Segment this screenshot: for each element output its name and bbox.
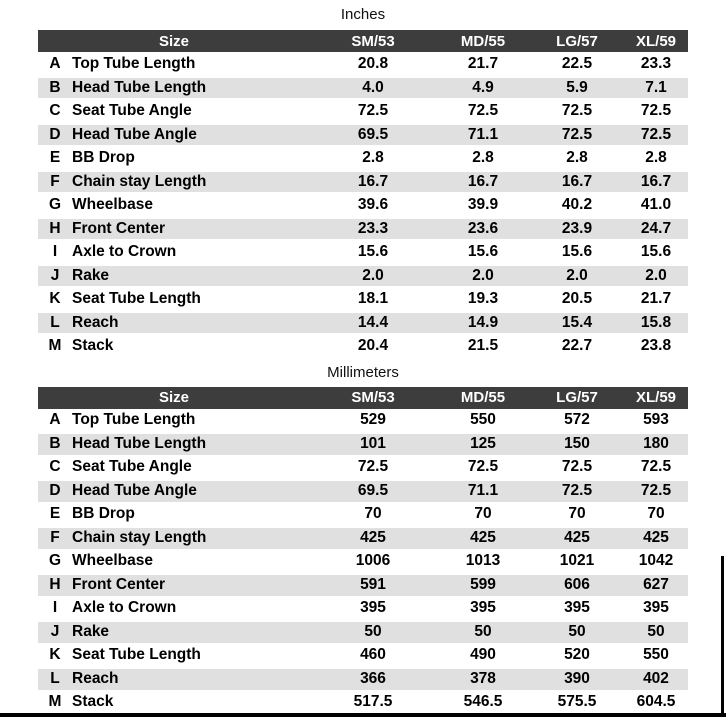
geometry-table-inches	[38, 30, 688, 358]
table-row	[38, 287, 688, 311]
row-value: 16.7	[467, 172, 499, 190]
table-row	[38, 264, 688, 288]
row-value: 69.5	[357, 125, 389, 143]
row-value: 546.5	[463, 693, 503, 711]
row-value: 7.1	[645, 78, 667, 96]
row-value: 1021	[559, 552, 595, 570]
row-letter: H	[49, 219, 61, 237]
row-letter: I	[52, 599, 58, 617]
row-label: Stack	[72, 336, 114, 354]
row-value: 425	[360, 529, 386, 547]
column-header-md55: MD/55	[460, 32, 506, 50]
row-value: 572	[564, 411, 590, 429]
row-value: 425	[564, 529, 590, 547]
row-value: 125	[470, 435, 496, 453]
table-row	[38, 503, 688, 527]
table-row	[38, 146, 688, 170]
row-letter: F	[50, 529, 60, 547]
row-value: 20.8	[357, 54, 389, 72]
table-section-inches	[0, 0, 726, 358]
row-value: 2.0	[362, 266, 384, 284]
row-value: 378	[470, 670, 496, 688]
row-value: 23.3	[357, 219, 389, 237]
table-row	[38, 526, 688, 550]
row-value: 20.5	[561, 289, 593, 307]
row-value: 23.8	[640, 336, 672, 354]
row-value: 72.5	[357, 101, 389, 119]
row-value: 575.5	[557, 693, 597, 711]
column-header-size: Size	[158, 32, 189, 50]
row-label: BB Drop	[72, 505, 135, 523]
row-letter: J	[50, 623, 60, 641]
row-letter: B	[49, 78, 61, 96]
row-value: 15.4	[561, 313, 593, 331]
row-value: 402	[643, 670, 669, 688]
table-section-millimeters	[0, 358, 726, 715]
row-letter: D	[49, 125, 61, 143]
row-value: 70	[364, 505, 382, 523]
row-label: Axle to Crown	[72, 599, 177, 617]
row-label: Seat Tube Angle	[72, 458, 192, 476]
row-value: 71.1	[467, 482, 499, 500]
row-value: 70	[474, 505, 492, 523]
table-row	[38, 644, 688, 668]
row-value: 23.3	[640, 54, 672, 72]
table-body	[38, 409, 688, 715]
row-letter: L	[50, 313, 60, 331]
row-label: Stack	[72, 693, 114, 711]
row-letter: I	[52, 242, 58, 260]
row-label: Chain stay Length	[72, 529, 207, 547]
row-letter: E	[49, 505, 61, 523]
row-value: 460	[360, 646, 386, 664]
row-value: 2.8	[472, 148, 494, 166]
column-header-sm53: SM/53	[351, 32, 395, 50]
row-value: 395	[564, 599, 590, 617]
row-value: 4.0	[362, 78, 384, 96]
row-value: 2.0	[472, 266, 494, 284]
unit-title-millimeters: Millimeters	[327, 363, 399, 381]
row-value: 21.5	[467, 336, 499, 354]
row-value: 50	[568, 623, 586, 641]
row-label: Wheelbase	[72, 195, 153, 213]
geometry-table-millimeters	[38, 387, 688, 715]
row-value: 22.5	[561, 54, 593, 72]
row-letter: J	[50, 266, 60, 284]
row-label: Wheelbase	[72, 552, 153, 570]
right-border-line	[721, 556, 724, 717]
row-letter: K	[49, 289, 61, 307]
row-value: 490	[470, 646, 496, 664]
row-label: Seat Tube Length	[72, 289, 201, 307]
row-label: Rake	[72, 623, 110, 641]
row-value: 5.9	[566, 78, 588, 96]
row-value: 50	[364, 623, 382, 641]
row-value: 72.5	[640, 125, 672, 143]
table-row	[38, 620, 688, 644]
row-label: Top Tube Length	[72, 411, 196, 429]
row-label: Front Center	[72, 219, 165, 237]
row-label: Reach	[72, 670, 119, 688]
row-value: 395	[470, 599, 496, 617]
row-label: Seat Tube Angle	[72, 101, 192, 119]
row-value: 550	[470, 411, 496, 429]
row-value: 50	[647, 623, 665, 641]
column-header-lg57: LG/57	[556, 389, 598, 406]
table-row	[38, 217, 688, 241]
table-row	[38, 52, 688, 76]
table-row	[38, 479, 688, 503]
table-row	[38, 597, 688, 621]
row-letter: E	[49, 148, 61, 166]
row-letter: A	[49, 411, 61, 429]
row-value: 20.4	[357, 336, 389, 354]
row-value: 22.7	[561, 336, 593, 354]
column-header-md55: MD/55	[460, 389, 506, 406]
row-label: Seat Tube Length	[72, 646, 201, 664]
row-value: 366	[360, 670, 386, 688]
table-row	[38, 667, 688, 691]
row-value: 2.8	[362, 148, 384, 166]
row-value: 18.1	[357, 289, 389, 307]
row-value: 41.0	[640, 195, 672, 213]
row-value: 15.6	[640, 242, 672, 260]
row-label: Head Tube Length	[72, 435, 207, 453]
row-value: 627	[643, 576, 669, 594]
row-label: Axle to Crown	[72, 242, 177, 260]
row-value: 2.8	[566, 148, 588, 166]
row-value: 39.6	[357, 195, 389, 213]
row-value: 72.5	[561, 101, 593, 119]
row-value: 50	[474, 623, 492, 641]
table-row	[38, 550, 688, 574]
table-row	[38, 170, 688, 194]
row-value: 1013	[465, 552, 501, 570]
row-value: 606	[564, 576, 590, 594]
row-letter: A	[49, 54, 61, 72]
table-row	[38, 76, 688, 100]
row-letter: M	[48, 336, 62, 354]
row-value: 2.0	[566, 266, 588, 284]
row-value: 390	[564, 670, 590, 688]
row-value: 72.5	[561, 458, 593, 476]
row-value: 21.7	[640, 289, 672, 307]
row-value: 72.5	[467, 458, 499, 476]
table-row	[38, 456, 688, 480]
row-value: 21.7	[467, 54, 499, 72]
row-value: 529	[360, 411, 386, 429]
row-value: 23.6	[467, 219, 499, 237]
row-value: 604.5	[636, 693, 676, 711]
row-letter: D	[49, 482, 61, 500]
table-row	[38, 99, 688, 123]
row-value: 2.0	[645, 266, 667, 284]
row-value: 15.8	[640, 313, 672, 331]
row-value: 69.5	[357, 482, 389, 500]
row-value: 425	[470, 529, 496, 547]
row-value: 14.9	[467, 313, 499, 331]
row-value: 1042	[638, 552, 674, 570]
row-value: 70	[568, 505, 586, 523]
table-row	[38, 240, 688, 264]
table-header-row	[38, 387, 688, 409]
row-value: 180	[643, 435, 669, 453]
row-value: 23.9	[561, 219, 593, 237]
table-row	[38, 193, 688, 217]
row-value: 150	[564, 435, 590, 453]
row-letter: G	[48, 552, 62, 570]
table-row	[38, 432, 688, 456]
table-row	[38, 691, 688, 715]
row-value: 15.6	[561, 242, 593, 260]
column-header-sm53: SM/53	[351, 389, 395, 406]
column-header-lg57: LG/57	[556, 32, 598, 50]
row-letter: F	[50, 172, 60, 190]
row-value: 395	[360, 599, 386, 617]
row-letter: B	[49, 435, 61, 453]
row-value: 591	[360, 576, 386, 594]
row-letter: C	[49, 101, 61, 119]
row-value: 599	[470, 576, 496, 594]
row-value: 70	[647, 505, 665, 523]
row-value: 16.7	[357, 172, 389, 190]
table-header-row	[38, 30, 688, 52]
row-label: Rake	[72, 266, 110, 284]
row-value: 72.5	[640, 482, 672, 500]
row-label: Chain stay Length	[72, 172, 207, 190]
row-value: 71.1	[467, 125, 499, 143]
unit-title-inches: Inches	[340, 6, 386, 23]
table-row	[38, 334, 688, 358]
row-label: Reach	[72, 313, 119, 331]
row-value: 40.2	[561, 195, 593, 213]
row-letter: L	[50, 670, 60, 688]
row-value: 39.9	[467, 195, 499, 213]
row-label: Front Center	[72, 576, 165, 594]
table-body	[38, 52, 688, 358]
row-value: 72.5	[467, 101, 499, 119]
row-label: BB Drop	[72, 148, 135, 166]
column-header-xl59: XL/59	[635, 389, 677, 406]
column-header-xl59: XL/59	[635, 32, 677, 50]
row-label: Head Tube Angle	[72, 482, 197, 500]
row-value: 2.8	[645, 148, 667, 166]
row-value: 1006	[355, 552, 391, 570]
row-value: 15.6	[467, 242, 499, 260]
row-label: Head Tube Length	[72, 78, 207, 96]
row-label: Head Tube Angle	[72, 125, 197, 143]
row-value: 19.3	[467, 289, 499, 307]
bottom-border-line	[0, 713, 726, 717]
row-value: 72.5	[640, 101, 672, 119]
row-value: 425	[643, 529, 669, 547]
row-value: 517.5	[353, 693, 393, 711]
row-value: 550	[643, 646, 669, 664]
row-value: 4.9	[472, 78, 494, 96]
row-value: 101	[360, 435, 386, 453]
row-value: 520	[564, 646, 590, 664]
table-row	[38, 311, 688, 335]
row-value: 593	[643, 411, 669, 429]
row-value: 395	[643, 599, 669, 617]
row-value: 72.5	[640, 458, 672, 476]
row-value: 16.7	[561, 172, 593, 190]
row-letter: H	[49, 576, 61, 594]
row-value: 72.5	[357, 458, 389, 476]
row-letter: C	[49, 458, 61, 476]
table-row	[38, 573, 688, 597]
table-row	[38, 123, 688, 147]
row-letter: G	[48, 195, 62, 213]
row-label: Top Tube Length	[72, 54, 196, 72]
row-letter: K	[49, 646, 61, 664]
row-value: 72.5	[561, 482, 593, 500]
column-header-size: Size	[158, 389, 189, 406]
row-value: 72.5	[561, 125, 593, 143]
table-row	[38, 409, 688, 433]
row-letter: M	[48, 693, 62, 711]
row-value: 24.7	[640, 219, 672, 237]
row-value: 16.7	[640, 172, 672, 190]
row-value: 15.6	[357, 242, 389, 260]
row-value: 14.4	[357, 313, 389, 331]
